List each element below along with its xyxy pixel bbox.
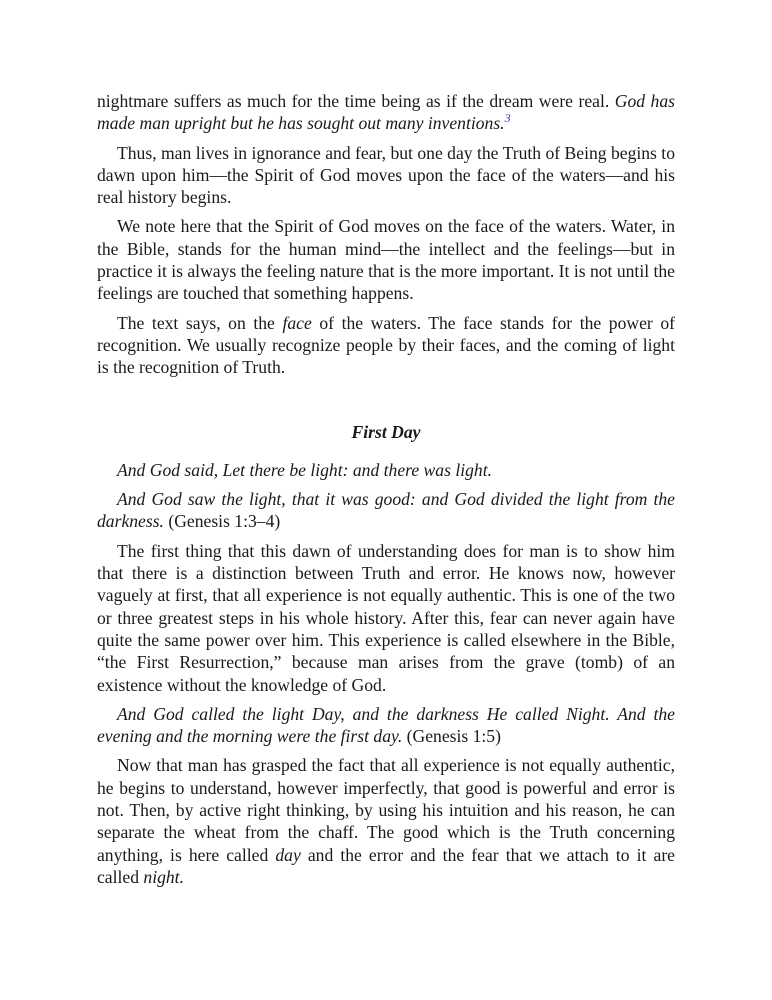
scripture-quote-2	[97, 488, 675, 533]
scripture-quote-italic: And God saw the light, that it was good: and God divided the light from the darkness.	[97, 489, 675, 532]
page-body	[97, 90, 675, 895]
scripture-quote-1: And God said, Let there be light: and there was light.	[117, 459, 492, 480]
paragraph-continued	[97, 90, 675, 135]
paragraph-text: and the error and the fear that we attach to it are called	[97, 844, 675, 887]
paragraph-text: nightmare suffers as much for the time being as if the dream were real.	[97, 91, 615, 111]
emphasis-day: day	[275, 844, 301, 865]
paragraph-text: Now that man has grasped the fact that all experience is not equally authentic, he begins to understand, however imperfectly, that good is powerful and error is not. Then, by active right thinking, by using his intuition and his reason, he can separate the wheat from the chaff. The good which is the Truth concerning anything, is here called	[97, 755, 675, 865]
paragraph-text: of the waters. The face stands for the power of recognition. We usually recognize people by their faces, and the coming of light is the recognition of Truth.	[97, 312, 676, 378]
scripture-quote-italic: And God called the light Day, and the darkness He called Night. And the evening and the morning were the first day.	[97, 703, 675, 747]
scripture-quote-3	[97, 703, 675, 748]
emphasis-night: night.	[143, 866, 184, 887]
emphasis-face: face	[282, 312, 312, 333]
scripture-reference: (Genesis 1:5)	[402, 726, 501, 747]
paragraph-day-night	[97, 754, 675, 888]
scripture-reference: (Genesis 1:3–4)	[163, 511, 281, 532]
scripture-quote-italic: God has made man upright but he has sought out many inventions.	[97, 91, 675, 134]
paragraph-waters: We note here that the Spirit of God moves on the face of the waters. Water, in the Bible, stands for the human mind—the intellect and the feelings—but in practice it is always the feeling nature that is the more important. It is not until the feelings are touched that something happens.	[97, 216, 675, 304]
paragraph-truth-of-being: Thus, man lives in ignorance and fear, but one day the Truth of Being begins to dawn upon him—the Spirit of God moves upon the face of the waters—and his real history begins.	[97, 142, 675, 208]
footnote-marker[interactable]: 3	[504, 111, 511, 126]
paragraph-text: The text says, on the	[117, 312, 283, 333]
section-heading: First Day	[351, 421, 421, 442]
paragraph-first-resurrection: The first thing that this dawn of understanding does for man is to show him that there is a distinction between Truth and error. He knows now, however vaguely at first, that all experience is not equally authentic. This is one of the two or three greatest steps in his whole history. After this, fear can never again have quite the same power over him. This experience is called elsewhere in the Bible, “the First Resurrection,” because man arises from the grave (tomb) of an existence without the knowledge of God.	[97, 540, 675, 695]
paragraph-face	[97, 312, 675, 379]
